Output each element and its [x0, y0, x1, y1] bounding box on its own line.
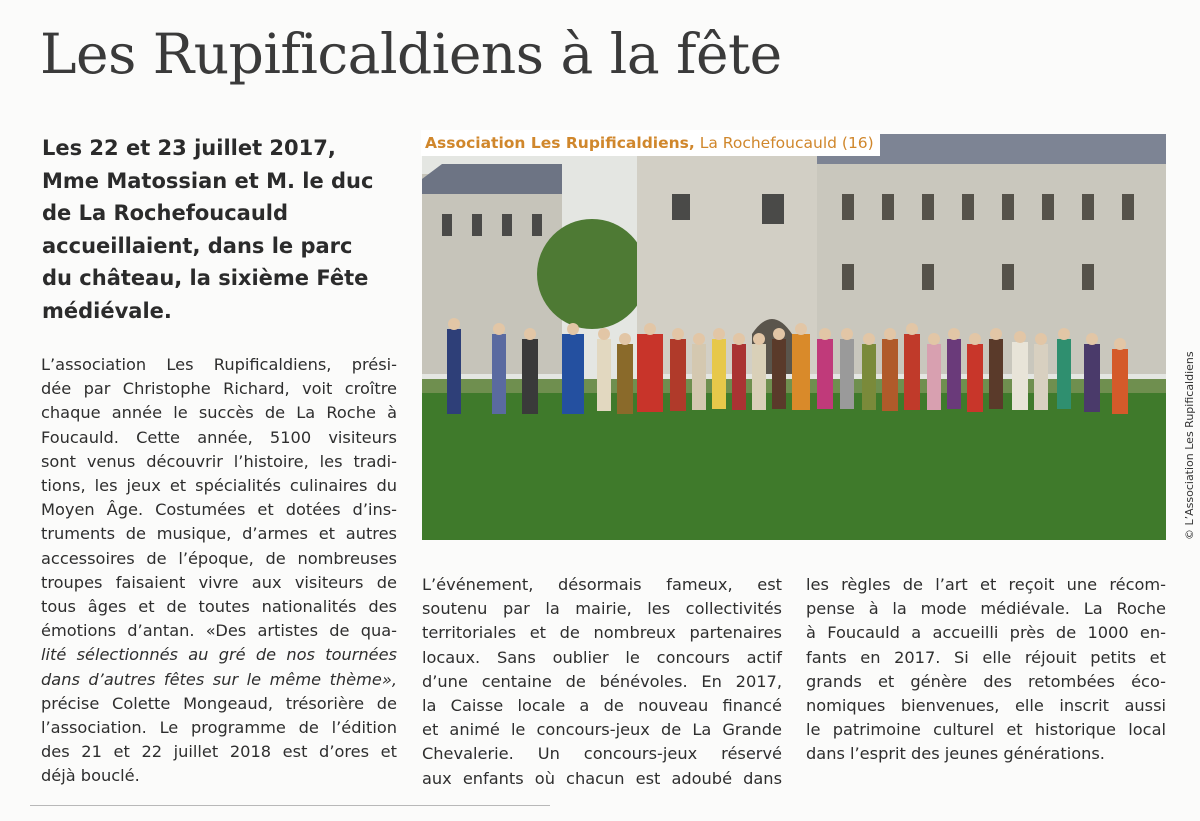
body-line: précise Colette Mongeaud, trésorière de	[41, 693, 397, 713]
body-line: des 21 et 22 juillet 2018 est d’ores et	[41, 742, 397, 762]
body-line: émotions d’antan. «Des artistes de qua-	[41, 621, 397, 641]
body-line: Moyen Âge. Costumées et dotées d’ins-	[41, 500, 397, 520]
body-line: les règles de l’art et reçoit une récom-	[806, 575, 1166, 594]
body-line: fants en 2017. Si elle réjouit petits et	[806, 647, 1166, 667]
body-line: à Foucauld a accueilli près de 1000 en-	[806, 623, 1166, 643]
body-line: accessoires de l’époque, de nombreuses	[41, 548, 397, 568]
lead-line: de La Rochefoucauld	[42, 201, 289, 225]
body-line: territoriales et de nombreux partenaires	[422, 623, 782, 643]
body-column-3	[806, 573, 1166, 767]
body-line: et animé le concours-jeux de La Grande	[422, 720, 782, 740]
caption-place: La Rochefoucauld (16)	[699, 134, 874, 152]
body-line: tions, les jeux et spécialités culinaires du	[41, 476, 397, 496]
body-line: lité sélectionnés au gré de nos tournées	[41, 645, 397, 665]
body-line: la Caisse locale a de nouveau financé	[422, 696, 782, 716]
body-line: L’association Les Rupificaldiens, prési-	[41, 355, 397, 374]
lead-line: du château, la sixième Fête	[42, 266, 369, 290]
body-column-1	[41, 353, 397, 789]
body-line: locaux. Sans oublier le concours actif	[422, 647, 782, 667]
body-line: tous âges et de toutes nationalités des	[41, 597, 397, 617]
body-column-2	[422, 573, 782, 791]
body-line: Foucauld. Cette année, 5100 visiteurs	[41, 427, 397, 447]
body-line: dans l’esprit des jeunes générations.	[806, 744, 1105, 764]
body-line: truments de musique, d’armes et autres	[41, 524, 397, 544]
body-line: dans d’autres fêtes sur le même thème»,	[41, 669, 397, 689]
body-line: aux enfants où chacun est adoubé dans	[422, 768, 782, 788]
article-lead	[42, 132, 402, 327]
body-line: Chevalerie. Un concours-jeux réservé	[422, 744, 782, 764]
body-line: troupes faisaient vivre aux visiteurs de	[41, 572, 397, 592]
body-line: grands et génère des retombées éco-	[806, 671, 1166, 691]
lead-line: accueillaient, dans le parc	[42, 233, 353, 258]
photo-caption	[421, 130, 880, 156]
page-divider	[30, 805, 550, 806]
body-line: nomiques bienvenues, elle inscrit aussi	[806, 696, 1166, 716]
body-line: dée par Christophe Richard, voit croître	[41, 379, 397, 399]
caption-association: Association Les Rupificaldiens,	[425, 134, 695, 152]
lead-line: Les 22 et 23 juillet 2017,	[42, 136, 336, 160]
lead-line: Mme Matossian et M. le duc	[42, 168, 374, 193]
body-line: le patrimoine culturel et historique local	[806, 720, 1166, 740]
body-line: sont venus découvrir l’histoire, les tradi-	[41, 451, 397, 471]
event-photo	[422, 134, 1166, 540]
body-line: pense à la mode médiévale. La Roche	[806, 599, 1166, 619]
body-line: soutenu par la mairie, les collectivités	[422, 599, 782, 619]
castle-group-photo	[422, 134, 1166, 540]
body-line: d’une centaine de bénévoles. En 2017,	[422, 671, 782, 691]
body-line: L’événement, désormais fameux, est	[422, 575, 782, 594]
body-line: l’association. Le programme de l’édition	[41, 718, 397, 738]
body-line: chaque année le succès de La Roche à	[41, 403, 397, 423]
photo-credit: © L’Association Les Rupificaldiens	[1183, 351, 1196, 540]
body-line: déjà bouclé.	[41, 766, 140, 786]
lead-line: médiévale.	[42, 298, 172, 323]
article-title: Les Rupificaldiens à la fête	[40, 22, 782, 86]
